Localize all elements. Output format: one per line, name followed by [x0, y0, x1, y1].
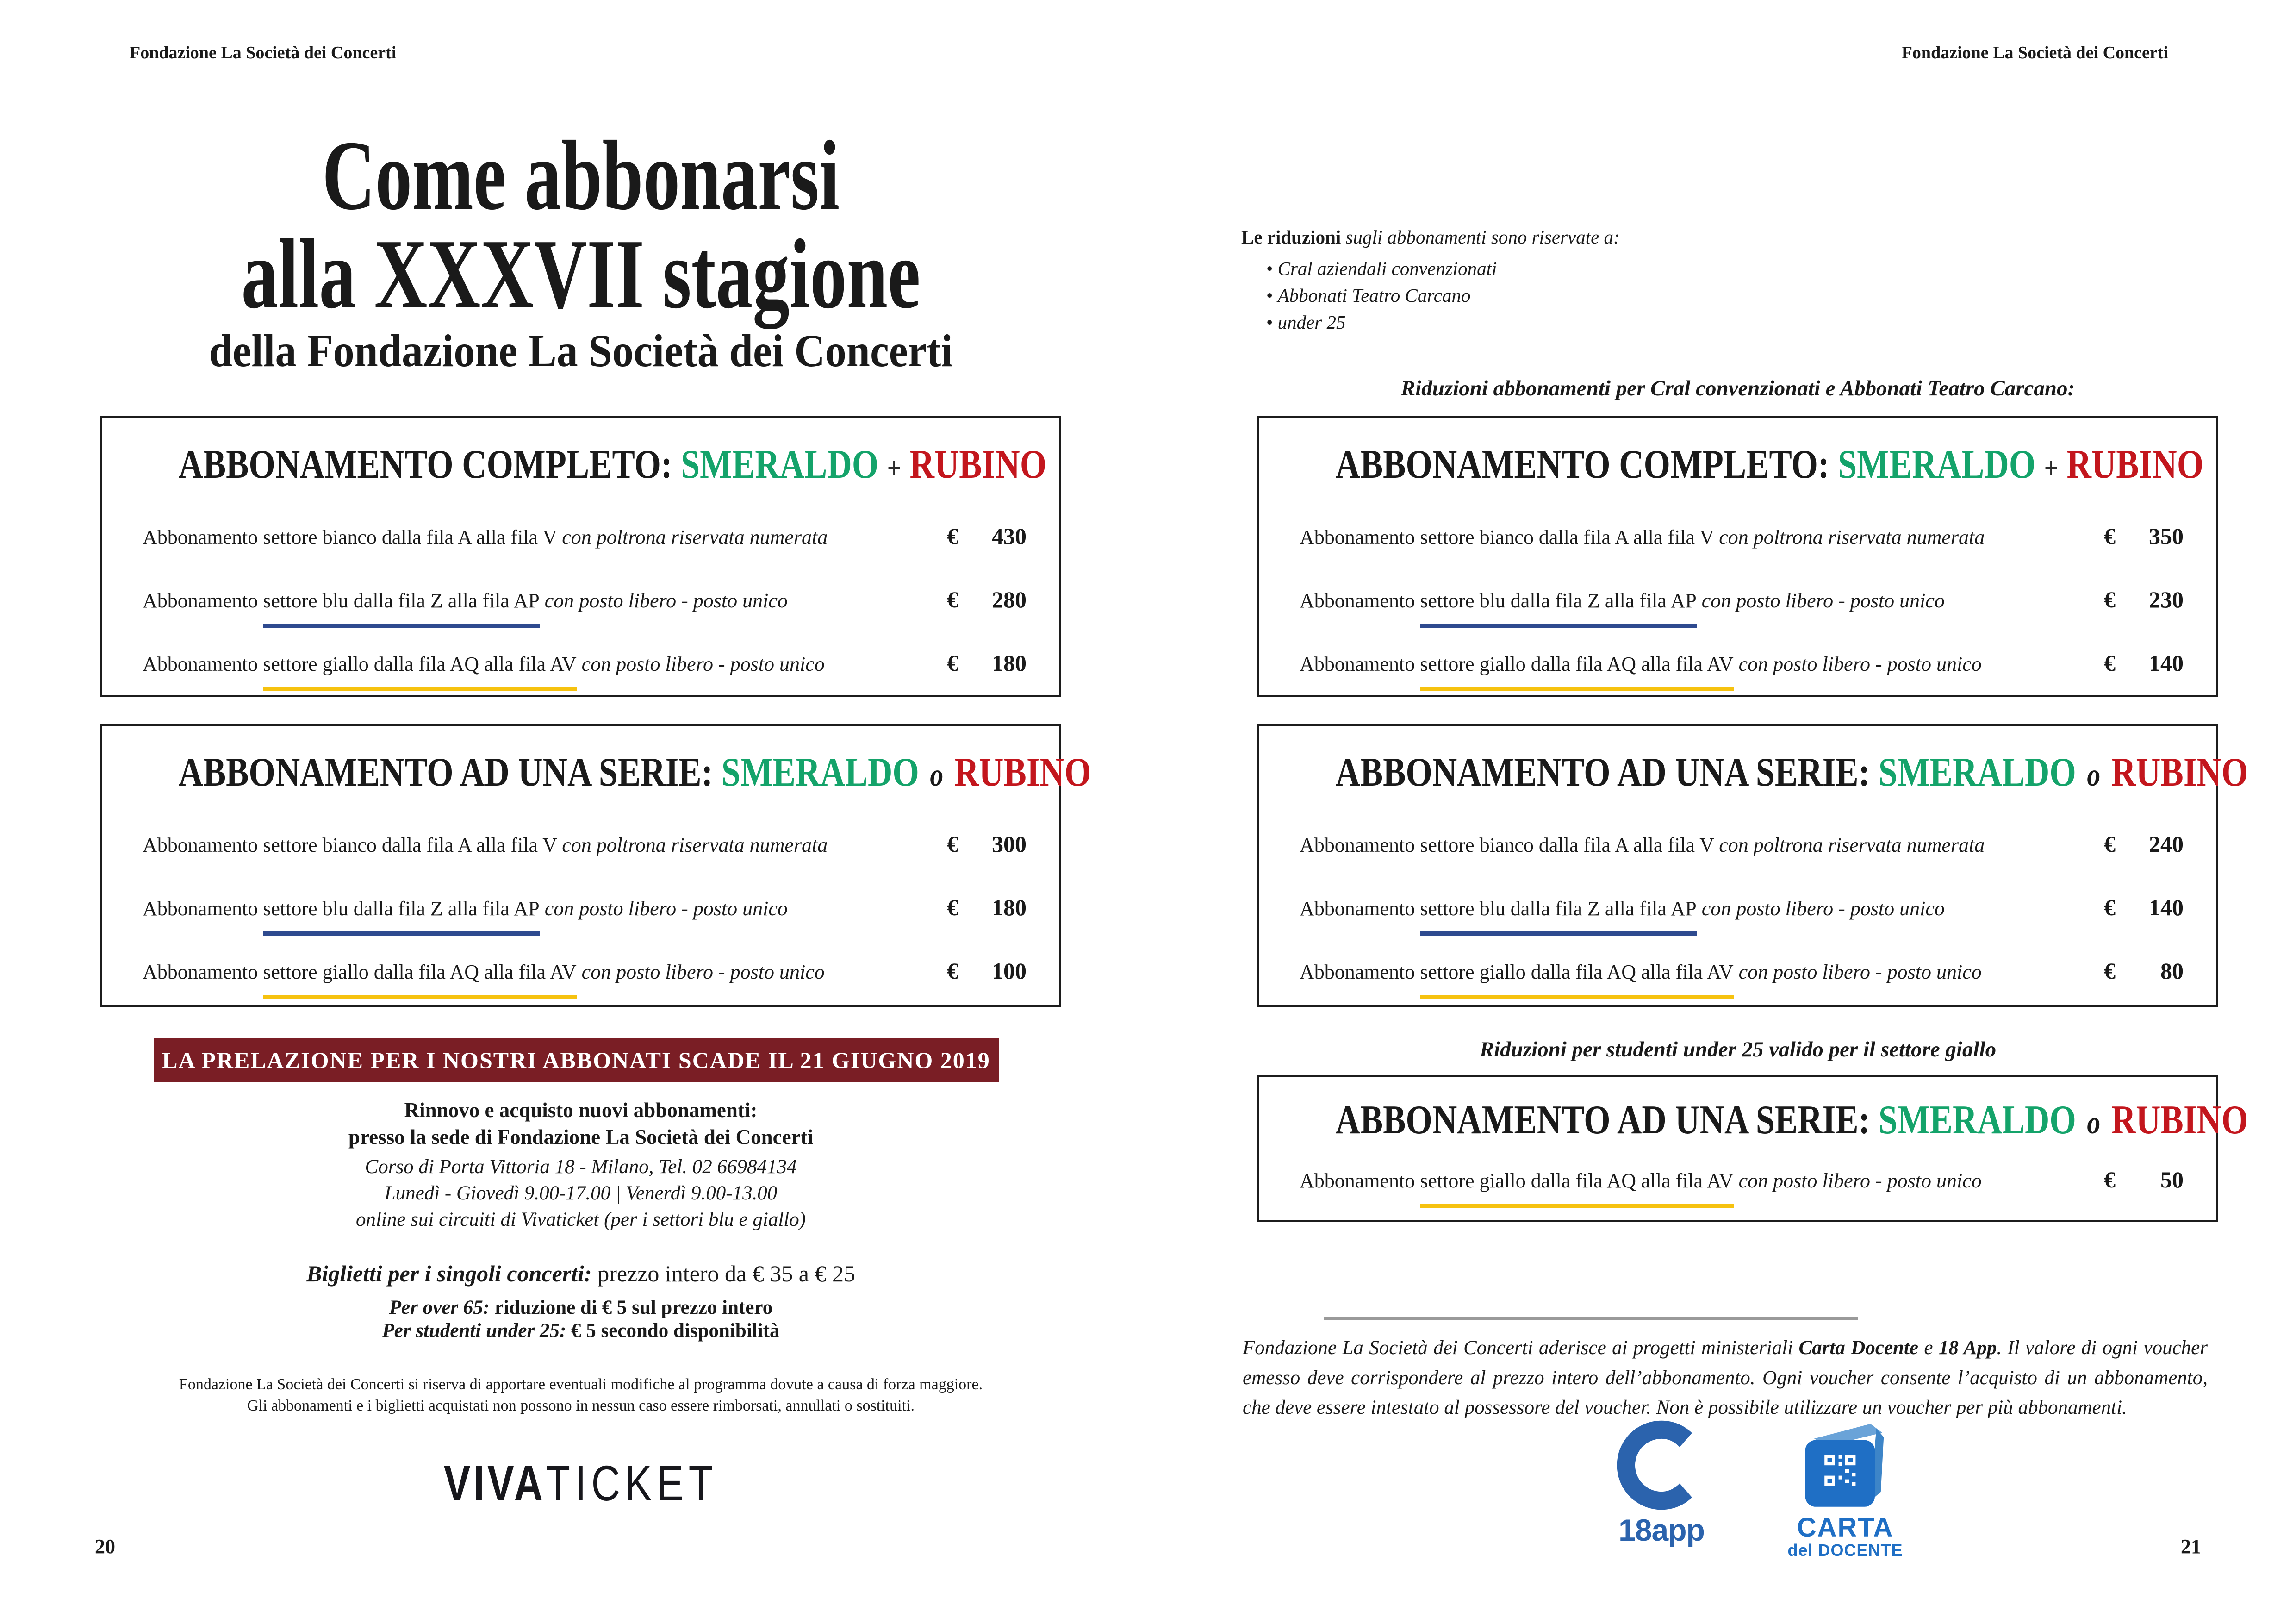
- title-smeraldo: SMERALDO: [721, 750, 919, 795]
- price-row: [1300, 523, 2184, 550]
- price-row: [143, 831, 1027, 857]
- over65-lead: Per over 65:: [389, 1297, 490, 1318]
- pricebox-title: [1335, 441, 2204, 488]
- voucher-text-post: . Il valore di ogni voucher emesso deve corrispondere al prezzo intero dell’abbonamento. Ogni voucher consente l’acquisto di un abbonamento, che deve essere intestato al possessore del voucher. Non è possibile utilizzare un voucher per più abbonamenti.: [1243, 1337, 2208, 1418]
- price-value: 280: [992, 587, 1027, 612]
- row-prefix: Abbonamento: [1300, 589, 1420, 612]
- title-separator: +: [887, 452, 902, 484]
- title-black: ABBONAMENTO AD UNA SERIE:: [1335, 1098, 1870, 1143]
- row-description: [143, 833, 828, 857]
- row-description: [1300, 589, 1945, 612]
- row-note: con poltrona riservata numerata: [1719, 834, 1985, 856]
- row-description: [1300, 960, 1982, 984]
- row-description: [143, 960, 825, 984]
- row-description: [1300, 525, 1985, 549]
- pricebox-students-right: [1257, 1075, 2248, 1222]
- title-rubino: RUBINO: [2111, 750, 2248, 795]
- row-note: con posto libero - posto unico: [1701, 589, 1945, 612]
- euro-sign: €: [2104, 894, 2116, 920]
- row-prefix: Abbonamento: [1300, 961, 1420, 983]
- row-note: con posto libero - posto unico: [1738, 1169, 1982, 1192]
- reductions-intro-lead: Le riduzioni: [1241, 226, 1341, 248]
- renewal-line1: Rinnovo e acquisto nuovi abbonamenti:: [404, 1099, 758, 1122]
- row-sector: settore bianco dalla fila A alla fila V: [1420, 526, 1714, 549]
- price-value: 430: [992, 523, 1027, 549]
- price-row: [1300, 957, 2184, 984]
- row-price: [2104, 894, 2184, 921]
- title-rubino: RUBINO: [2111, 1098, 2248, 1143]
- row-price: [947, 894, 1027, 921]
- row-note: con posto libero - posto unico: [581, 961, 825, 983]
- euro-sign: €: [2104, 587, 2116, 612]
- price-row: [143, 650, 1027, 676]
- row-price: [947, 650, 1027, 676]
- price-value: 240: [2149, 831, 2184, 857]
- row-prefix: Abbonamento: [1300, 653, 1420, 675]
- price-value: 140: [2149, 894, 2184, 920]
- row-prefix: Abbonamento: [143, 834, 263, 856]
- page-number-left: 20: [95, 1535, 115, 1558]
- row-description: [1300, 833, 1985, 857]
- title-black: ABBONAMENTO AD UNA SERIE:: [1335, 750, 1870, 795]
- vivaticket-logo: [64, 1455, 1097, 1512]
- price-value: 300: [992, 831, 1027, 857]
- office-address: Corso di Porta Vittoria 18 - Milano, Tel. 02 66984134: [365, 1156, 797, 1178]
- logo-carta-docente: [1769, 1419, 1922, 1560]
- row-sector: settore bianco dalla fila A alla fila V: [1420, 834, 1714, 856]
- row-description: [1300, 897, 1945, 920]
- title-separator: o: [2087, 1105, 2101, 1140]
- price-row: [1300, 1166, 2184, 1193]
- reduction-item-under25: • under 25: [1266, 311, 1346, 333]
- voucher-18app: 18 App: [1938, 1337, 1997, 1359]
- row-description: [1300, 1169, 1982, 1193]
- 18app-logo-label: 18app: [1618, 1513, 1705, 1547]
- price-value: 80: [2160, 958, 2184, 984]
- row-sector-blue: settore blu dalla fila Z alla fila AP: [1420, 897, 1697, 920]
- price-value: 350: [2149, 523, 2184, 549]
- row-price: [2104, 957, 2184, 984]
- vivaticket-logo-viva: VIVA: [443, 1455, 546, 1512]
- main-title-line1: Come abbonarsi: [322, 120, 840, 231]
- title-rubino: RUBINO: [2066, 442, 2204, 487]
- voucher-text-pre: Fondazione La Società dei Concerti aderisce ai progetti ministeriali: [1243, 1337, 1799, 1359]
- pricebox-serie-left: [100, 724, 1091, 1007]
- row-prefix: Abbonamento: [143, 897, 263, 920]
- pricebox-completo-left: [100, 416, 1061, 697]
- price-value: 50: [2160, 1167, 2184, 1193]
- reductions-intro-rest: sugli abbonamenti sono riservate a:: [1341, 226, 1620, 248]
- single-tickets-line: [7, 1260, 1155, 1287]
- row-description: [143, 652, 825, 676]
- price-row: [143, 523, 1027, 550]
- main-title-line2: alla XXXVII stagione: [241, 219, 921, 329]
- row-note: con posto libero - posto unico: [1738, 961, 1982, 983]
- euro-sign: €: [2104, 1167, 2116, 1193]
- carta-logo-line1: CARTA: [1797, 1512, 1894, 1543]
- euro-sign: €: [2104, 650, 2116, 676]
- title-separator: o: [930, 757, 944, 793]
- row-note: con posto libero - posto unico: [581, 653, 825, 675]
- row-note: con posto libero - posto unico: [544, 589, 788, 612]
- title-smeraldo: SMERALDO: [1878, 750, 2076, 795]
- pricebox-serie-right: [1257, 724, 2248, 1007]
- row-description: [1300, 652, 1982, 676]
- pricebox-title: [178, 749, 1091, 796]
- row-price: [947, 831, 1027, 857]
- row-note: con posto libero - posto unico: [1738, 653, 1982, 675]
- row-price: [2104, 523, 2184, 550]
- title-black: ABBONAMENTO COMPLETO:: [1335, 442, 1829, 487]
- card-body: [1805, 1440, 1875, 1507]
- title-black: ABBONAMENTO AD UNA SERIE:: [178, 750, 713, 795]
- euro-sign: €: [2104, 831, 2116, 857]
- pricebox-title: [178, 441, 1047, 488]
- price-value: 180: [992, 650, 1027, 676]
- title-smeraldo: SMERALDO: [681, 442, 879, 487]
- title-smeraldo: SMERALDO: [1838, 442, 2036, 487]
- row-prefix: Abbonamento: [143, 526, 263, 549]
- row-sector-yellow: settore giallo dalla fila AQ alla fila AV: [1420, 1169, 1734, 1192]
- running-head-right: Fondazione La Società dei Concerti: [1901, 43, 2168, 62]
- pricebox-title: [1335, 749, 2248, 796]
- row-description: [143, 589, 788, 612]
- row-description: [143, 525, 828, 549]
- under25-lead: Per studenti under 25:: [382, 1320, 566, 1342]
- carta-docente-icon: [1793, 1419, 1897, 1512]
- title-black: ABBONAMENTO COMPLETO:: [178, 442, 672, 487]
- deadline-banner: LA PRELAZIONE PER I NOSTRI ABBONATI SCADE IL 21 GIUGNO 2019: [154, 1038, 999, 1082]
- logo-18app: [1592, 1416, 1731, 1548]
- row-price: [2104, 1166, 2184, 1193]
- row-prefix: Abbonamento: [1300, 834, 1420, 856]
- row-prefix: Abbonamento: [1300, 526, 1420, 549]
- section-divider-line: [1324, 1317, 1858, 1320]
- row-note: con posto libero - posto unico: [544, 897, 788, 920]
- row-price: [2104, 831, 2184, 857]
- row-sector-yellow: settore giallo dalla fila AQ alla fila AV: [263, 961, 577, 983]
- online-sale-info: online sui circuiti di Vivaticket (per i settori blu e giallo): [355, 1209, 806, 1230]
- title-smeraldo: SMERALDO: [1878, 1098, 2076, 1143]
- reduction-item-cral: • Cral aziendali convenzionati: [1266, 257, 1497, 280]
- price-row: [1300, 894, 2184, 921]
- under25-rest: € 5 secondo disponibilità: [566, 1320, 780, 1342]
- row-price: [947, 523, 1027, 550]
- vivaticket-logo-ticket: TICKET: [546, 1455, 718, 1512]
- office-hours: Lunedì - Giovedì 9.00-17.00 | Venerdì 9.00-13.00: [384, 1182, 778, 1204]
- row-prefix: Abbonamento: [143, 589, 263, 612]
- title-separator: +: [2044, 452, 2059, 484]
- price-value: 180: [992, 894, 1027, 920]
- carta-logo-line2: del DOCENTE: [1787, 1541, 1903, 1560]
- title-rubino: RUBINO: [954, 750, 1091, 795]
- price-row: [143, 957, 1027, 984]
- row-price: [947, 957, 1027, 984]
- row-sector: settore bianco dalla fila A alla fila V: [263, 834, 557, 856]
- voucher-paragraph: [1243, 1333, 2208, 1423]
- price-value: 230: [2149, 587, 2184, 612]
- row-prefix: Abbonamento: [143, 961, 263, 983]
- price-row: [143, 586, 1027, 613]
- price-row: [1300, 650, 2184, 676]
- euro-sign: €: [947, 958, 958, 984]
- euro-sign: €: [2104, 958, 2116, 984]
- row-sector-blue: settore blu dalla fila Z alla fila AP: [263, 589, 540, 612]
- heading-student-reductions: Riduzioni per studenti under 25 valido per il settore giallo: [1479, 1037, 1997, 1062]
- single-tickets-lead: Biglietti per i singoli concerti:: [306, 1261, 592, 1287]
- running-head-left: Fondazione La Società dei Concerti: [130, 43, 397, 62]
- row-note: con poltrona riservata numerata: [562, 526, 828, 549]
- pricebox-completo-right: [1257, 416, 2218, 697]
- row-sector-blue: settore blu dalla fila Z alla fila AP: [263, 897, 540, 920]
- over65-rest: riduzione di € 5 sul prezzo intero: [490, 1297, 773, 1318]
- row-price: [947, 586, 1027, 613]
- euro-sign: €: [947, 831, 958, 857]
- row-price: [2104, 586, 2184, 613]
- renewal-line2: presso la sede di Fondazione La Società dei Concerti: [348, 1125, 814, 1149]
- title-separator: o: [2087, 757, 2101, 793]
- price-row: [143, 894, 1027, 921]
- row-sector-yellow: settore giallo dalla fila AQ alla fila AV: [263, 653, 577, 675]
- price-value: 100: [992, 958, 1027, 984]
- row-sector-blue: settore blu dalla fila Z alla fila AP: [1420, 589, 1697, 612]
- under25-line: [7, 1319, 1155, 1342]
- row-sector: settore bianco dalla fila A alla fila V: [263, 526, 557, 549]
- title-rubino: RUBINO: [909, 442, 1047, 487]
- price-row: [1300, 586, 2184, 613]
- over65-line: [7, 1296, 1155, 1319]
- main-title-line3: della Fondazione La Società dei Concerti: [209, 325, 953, 376]
- pricebox-title: [1335, 1097, 2248, 1143]
- euro-sign: €: [2104, 523, 2116, 549]
- row-note: con posto libero - posto unico: [1701, 897, 1945, 920]
- row-sector-yellow: settore giallo dalla fila AQ alla fila AV: [1420, 653, 1734, 675]
- euro-sign: €: [947, 587, 958, 612]
- row-prefix: Abbonamento: [1300, 897, 1420, 920]
- euro-sign: €: [947, 650, 958, 676]
- page-number-right: 21: [2181, 1535, 2201, 1558]
- reductions-intro: [1241, 226, 1620, 248]
- single-tickets-rest: prezzo intero da € 35 a € 25: [591, 1261, 855, 1287]
- row-sector-yellow: settore giallo dalla fila AQ alla fila AV: [1420, 961, 1734, 983]
- voucher-text-mid: e: [1918, 1337, 1939, 1359]
- row-prefix: Abbonamento: [143, 653, 263, 675]
- row-note: con poltrona riservata numerata: [562, 834, 828, 856]
- row-description: [143, 897, 788, 920]
- reduction-item-carcano: • Abbonati Teatro Carcano: [1266, 284, 1470, 306]
- euro-sign: €: [947, 523, 958, 549]
- voucher-carta-docente: Carta Docente: [1798, 1337, 1918, 1359]
- row-prefix: Abbonamento: [1300, 1169, 1420, 1192]
- row-note: con poltrona riservata numerata: [1719, 526, 1985, 549]
- row-price: [2104, 650, 2184, 676]
- 18app-icon: [1612, 1416, 1711, 1515]
- price-row: [1300, 831, 2184, 857]
- price-value: 140: [2149, 650, 2184, 676]
- disclaimer-line2: Gli abbonamenti e i biglietti acquistati non possono in nessun caso essere rimborsati, annullati o sostituiti.: [247, 1397, 915, 1414]
- euro-sign: €: [947, 894, 958, 920]
- heading-cral-reductions: Riduzioni abbonamenti per Cral convenzionati e Abbonati Teatro Carcano:: [1400, 376, 2075, 400]
- disclaimer-line1: Fondazione La Società dei Concerti si riserva di apportare eventuali modifiche al programma dovute a causa di forza maggiore.: [179, 1376, 983, 1393]
